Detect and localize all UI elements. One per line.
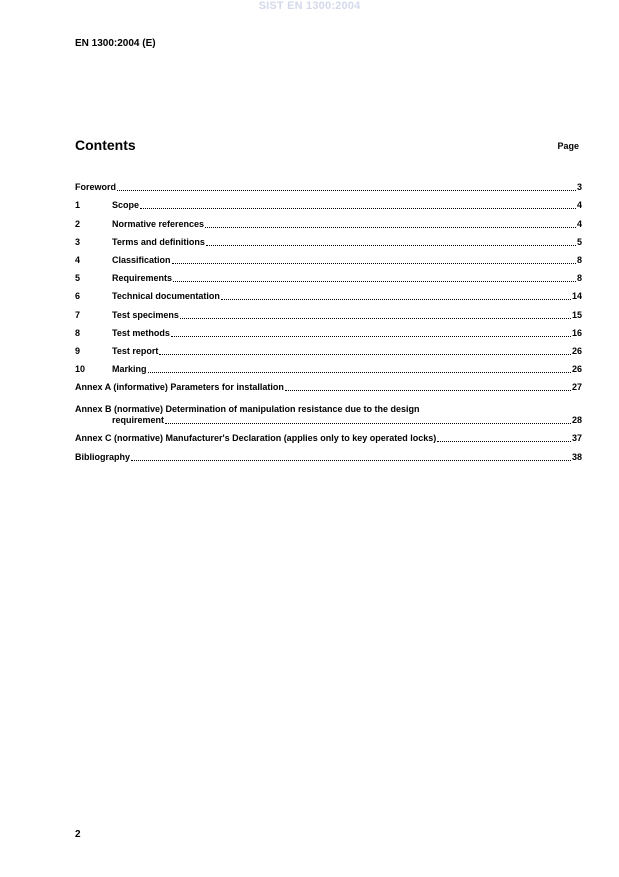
toc-entry-marking[interactable] <box>75 357 582 375</box>
toc-entry-test-methods[interactable] <box>75 321 582 339</box>
toc-entry-test-specimens[interactable] <box>75 302 582 320</box>
table-of-contents <box>75 175 582 463</box>
toc-entry-annex-c[interactable] <box>75 426 582 444</box>
toc-entry-scope[interactable] <box>75 193 582 211</box>
toc-entry-bibliography[interactable] <box>75 444 582 462</box>
toc-entry-title: Scope <box>112 200 140 211</box>
page-column-label: Page <box>557 141 579 151</box>
toc-entry-title: Foreword <box>75 182 117 193</box>
watermark: SIST EN 1300:2004 <box>258 0 361 12</box>
toc-entry-page: 4 <box>576 200 582 211</box>
toc-entry-test-report[interactable] <box>75 339 582 357</box>
toc-entry-title: Test report <box>112 345 159 356</box>
page-number: 2 <box>75 829 81 840</box>
toc-entry-page: 14 <box>571 291 582 302</box>
toc-entry-page: 8 <box>576 273 582 284</box>
dot-leader <box>140 208 576 209</box>
toc-entry-terms-and-definitions[interactable] <box>75 230 582 248</box>
toc-entry-page: 38 <box>571 451 582 462</box>
toc-entry-page: 16 <box>571 327 582 338</box>
toc-entry-page: 8 <box>576 254 582 265</box>
toc-entry-page: 26 <box>571 364 582 375</box>
dot-leader <box>221 299 571 300</box>
toc-entry-number: 5 <box>75 273 81 284</box>
dot-leader <box>180 318 571 319</box>
toc-entry-page: 5 <box>576 236 582 247</box>
toc-entry-number: 2 <box>75 218 81 229</box>
toc-entry-page: 15 <box>571 309 582 320</box>
toc-entry-title: Test specimens <box>112 309 179 320</box>
toc-entry-title: Test methods <box>112 327 170 338</box>
dot-leader <box>171 336 571 337</box>
dot-leader <box>285 390 571 391</box>
toc-entry-page: 26 <box>571 345 582 356</box>
toc-entry-number: 6 <box>75 291 81 302</box>
toc-entry-technical-documentation[interactable] <box>75 284 582 302</box>
toc-entry-annex-b[interactable] <box>75 393 582 426</box>
toc-entry-normative-references[interactable] <box>75 211 582 229</box>
document-id-header: EN 1300:2004 (E) <box>75 38 156 49</box>
toc-entry-number: 1 <box>75 200 81 211</box>
toc-entry-page: 3 <box>576 182 582 193</box>
toc-entry-title: Classification <box>112 254 171 265</box>
dot-leader <box>148 372 571 373</box>
toc-entry-requirements[interactable] <box>75 266 582 284</box>
toc-entry-title: Requirements <box>112 273 173 284</box>
toc-entry-page: 27 <box>571 382 582 393</box>
dot-leader <box>165 423 571 424</box>
dot-leader <box>117 190 576 191</box>
toc-entry-annex-a[interactable] <box>75 375 582 393</box>
toc-entry-number: 4 <box>75 254 81 265</box>
toc-entry-title: Annex C (normative) Manufacturer's Declaration (applies only to key operated locks) <box>75 433 437 444</box>
toc-entry-title-continuation: requirement <box>112 415 165 426</box>
toc-entry-title: Annex B (normative) Determination of manipulation resistance due to the design <box>75 404 420 415</box>
toc-entry-page: 37 <box>571 433 582 444</box>
toc-entry-foreword[interactable] <box>75 175 582 193</box>
toc-entry-number: 9 <box>75 345 81 356</box>
toc-entry-title: Technical documentation <box>112 291 220 302</box>
dot-leader <box>206 245 576 246</box>
toc-entry-number: 8 <box>75 327 81 338</box>
toc-entry-classification[interactable] <box>75 248 582 266</box>
toc-entry-page: 4 <box>576 218 582 229</box>
toc-entry-number: 3 <box>75 236 81 247</box>
toc-entry-title: Terms and definitions <box>112 236 205 247</box>
dot-leader <box>173 281 576 282</box>
toc-entry-title: Normative references <box>112 218 205 229</box>
toc-entry-number: 10 <box>75 364 86 375</box>
toc-entry-page: 28 <box>571 415 582 426</box>
toc-entry-title: Bibliography <box>75 451 131 462</box>
dot-leader <box>437 441 571 442</box>
contents-heading: Contents <box>75 137 136 153</box>
dot-leader <box>159 354 571 355</box>
dot-leader <box>172 263 576 264</box>
toc-entry-title: Marking <box>112 364 147 375</box>
toc-entry-number: 7 <box>75 309 81 320</box>
dot-leader <box>205 227 576 228</box>
dot-leader <box>131 460 571 461</box>
toc-entry-title: Annex A (informative) Parameters for installation <box>75 382 284 393</box>
